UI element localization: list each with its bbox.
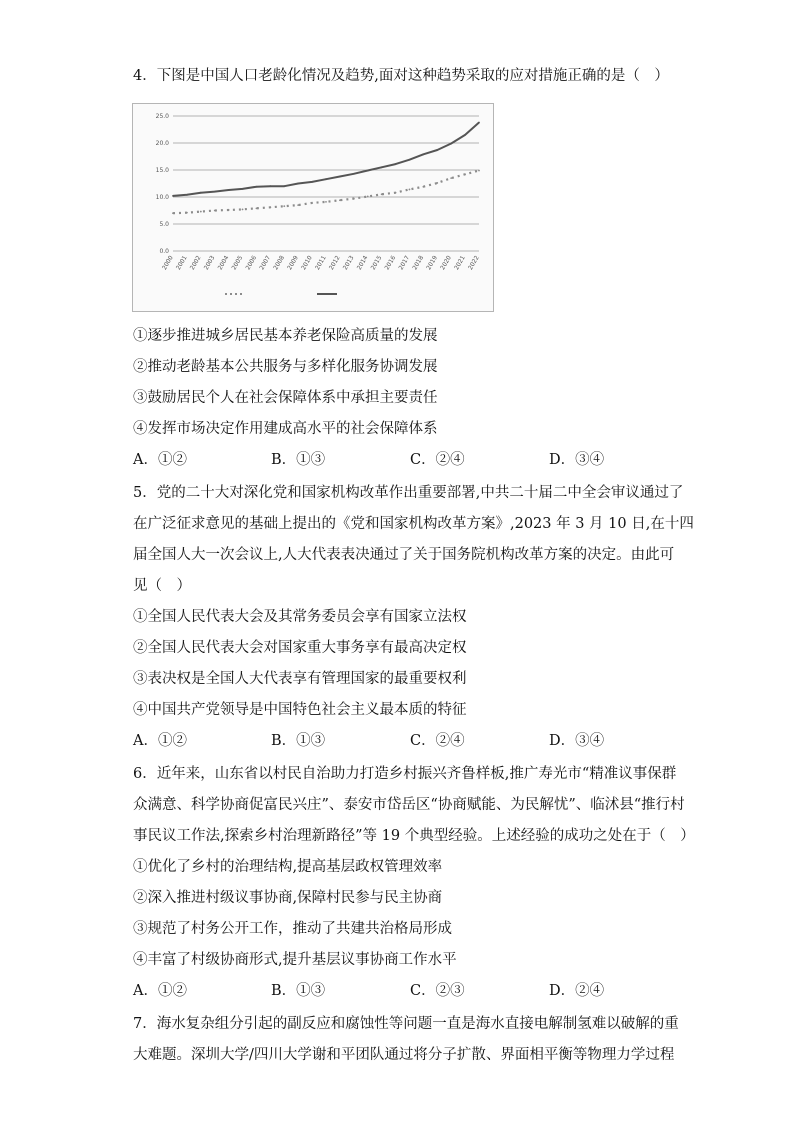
x-tick-label-2010: 2010 (300, 254, 314, 272)
series-1-point-2005 (242, 188, 244, 190)
x-tick-label-2001: 2001 (174, 254, 189, 272)
question-7-stem-line-1: 7．海水复杂组分引起的副反应和腐蚀性等问题一直是海水直接电解制氢难以破解的重 (133, 1016, 679, 1032)
series-1-point-2019 (436, 149, 438, 151)
question-6-item-1: ①优化了乡村的治理结构,提高基层政权管理效率 (133, 859, 443, 875)
series-0-point-2005 (242, 209, 244, 211)
series-1-point-2015 (381, 166, 383, 168)
series-line-1 (173, 123, 479, 196)
series-0-point-2000 (172, 212, 174, 214)
series-0-point-2011 (325, 201, 327, 203)
x-tick-label-2005: 2005 (230, 254, 245, 272)
question-4-item-4: ④发挥市场决定作用建成高水平的社会保障体系 (133, 421, 438, 437)
question-4-item-3: ③鼓励居民个人在社会保障体系中承担主要责任 (133, 390, 438, 406)
series-1-point-2006 (256, 186, 258, 188)
series-1-point-2022 (478, 122, 480, 124)
question-4-stem: 4．下图是中国人口老龄化情况及趋势,面对这种趋势采取的应对措施正确的是（ ） (133, 68, 669, 84)
series-0-point-2020 (450, 177, 452, 179)
question-5-stem-line-4: 见（ ） (133, 578, 191, 594)
aging-trend-chart (132, 103, 494, 312)
y-tick-label-3: 15.0 (155, 167, 169, 174)
question-6-option-b[interactable]: B．①③ (271, 983, 326, 999)
question-4-option-c[interactable]: C．②④ (410, 452, 465, 468)
series-0-point-2017 (409, 189, 411, 191)
series-1-point-2014 (367, 170, 369, 172)
series-0-point-2016 (395, 192, 397, 194)
x-tick-label-2002: 2002 (188, 254, 203, 272)
question-5-stem-line-3: 届全国人大一次会议上,人大代表表决通过了关于国务院机构改革方案的决定。由此可 (133, 547, 675, 563)
question-5-item-1: ①全国人民代表大会及其常务委员会享有国家立法权 (133, 609, 467, 625)
question-5-item-3: ③表决权是全国人大代表享有管理国家的最重要权利 (133, 671, 467, 687)
y-tick-label-2: 10.0 (155, 194, 169, 201)
series-0-point-2010 (311, 202, 313, 204)
question-5-item-4: ④中国共产党领导是中国特色社会主义最本质的特征 (133, 702, 467, 718)
question-6-item-4: ④丰富了村级协商形式,提升基层议事协商工作水平 (133, 952, 457, 968)
x-tick-label-2003: 2003 (202, 254, 217, 272)
series-1-point-2013 (353, 173, 355, 175)
x-tick-label-2015: 2015 (369, 254, 384, 272)
question-5-stem-line-2: 在广泛征求意见的基础上提出的《党和国家机构改革方案》,2023 年 3 月 10 日,在十四 (133, 516, 694, 532)
y-tick-label-5: 25.0 (155, 113, 169, 120)
series-0-point-2012 (339, 199, 341, 201)
question-4-options (133, 450, 693, 470)
question-5-option-b[interactable]: B．①③ (271, 733, 326, 749)
x-tick-label-2000: 2000 (161, 254, 175, 272)
series-1-point-2012 (339, 176, 341, 178)
x-tick-label-2011: 2011 (314, 254, 328, 272)
x-tick-label-2006: 2006 (244, 254, 259, 272)
series-0-point-2015 (381, 193, 383, 195)
series-1-point-2021 (464, 134, 466, 136)
question-6-stem-line-2: 众满意、科学协商促富民兴庄”、泰安市岱岳区“协商赋能、为民解忧”、临沭县“推行村 (133, 797, 685, 813)
series-0-point-2008 (283, 205, 285, 207)
series-1-point-2017 (409, 159, 411, 161)
question-4-option-a[interactable]: A．①② (133, 452, 187, 468)
series-1-point-2000 (172, 195, 174, 197)
question-5-option-a[interactable]: A．①② (133, 733, 187, 749)
series-1-point-2010 (311, 181, 313, 183)
chart-svg (133, 104, 493, 311)
series-0-point-2007 (269, 206, 271, 208)
series-1-point-2008 (283, 185, 285, 187)
question-4-item-1: ①逐步推进城乡居民基本养老保险高质量的发展 (133, 328, 438, 344)
x-tick-label-2009: 2009 (286, 254, 300, 272)
question-6-options (133, 981, 693, 1001)
series-1-point-2011 (325, 178, 327, 180)
x-tick-label-2022: 2022 (467, 254, 481, 272)
series-0-point-2003 (214, 210, 216, 212)
question-6-stem-line-3: 事民议工作法,探索乡村治理新路径”等 19 个典型经验。上述经验的成功之处在于（ ） (133, 828, 695, 844)
series-1-point-2016 (395, 163, 397, 165)
y-tick-label-0: 0.0 (159, 248, 169, 255)
x-tick-label-2007: 2007 (258, 254, 273, 272)
series-0-point-2013 (353, 198, 355, 200)
x-tick-label-2013: 2013 (341, 254, 356, 272)
series-1-point-2002 (200, 192, 202, 194)
series-1-point-2003 (214, 191, 216, 193)
series-1-point-2007 (269, 185, 271, 187)
x-tick-label-2021: 2021 (453, 254, 467, 272)
question-5-item-2: ②全国人民代表大会对国家重大事务享有最高决定权 (133, 640, 467, 656)
question-5-option-c[interactable]: C．②④ (410, 733, 465, 749)
series-0-point-2009 (297, 204, 299, 206)
x-tick-label-2017: 2017 (397, 254, 412, 272)
question-5-options (133, 731, 693, 751)
series-0-point-2006 (256, 207, 258, 209)
question-5-option-d[interactable]: D．③④ (549, 733, 605, 749)
x-tick-label-2012: 2012 (327, 254, 342, 272)
series-0-point-2001 (186, 212, 188, 214)
question-7-stem-line-2: 大难题。深圳大学/四川大学谢和平团队通过将分子扩散、界面相平衡等物理力学过程 (133, 1047, 675, 1063)
series-1-point-2018 (422, 153, 424, 155)
series-0-point-2018 (422, 186, 424, 188)
series-0-point-2014 (367, 196, 369, 198)
x-tick-label-2018: 2018 (411, 254, 426, 272)
question-5-stem-line-1: 5．党的二十大对深化党和国家机构改革作出重要部署,中共二十届二中全会审议通过了 (133, 485, 684, 501)
question-4-option-b[interactable]: B．①③ (271, 452, 326, 468)
series-0-point-2019 (436, 182, 438, 184)
x-tick-label-2016: 2016 (383, 254, 398, 272)
question-6-item-2: ②深入推进村级议事协商,保障村民参与民主协商 (133, 890, 443, 906)
question-6-option-a[interactable]: A．①② (133, 983, 187, 999)
x-tick-label-2014: 2014 (355, 254, 370, 272)
series-1-point-2020 (450, 143, 452, 145)
x-tick-label-2004: 2004 (216, 254, 231, 272)
series-1-point-2001 (186, 194, 188, 196)
question-6-option-c[interactable]: C．②③ (410, 983, 465, 999)
series-0-point-2002 (200, 211, 202, 213)
series-0-point-2022 (478, 170, 480, 172)
question-6-option-d[interactable]: D．②④ (549, 983, 605, 999)
series-1-point-2009 (297, 183, 299, 185)
y-tick-label-1: 5.0 (159, 221, 169, 228)
question-4-item-2: ②推动老龄基本公共服务与多样化服务协调发展 (133, 359, 438, 375)
y-tick-label-4: 20.0 (155, 140, 169, 147)
series-0-point-2021 (464, 173, 466, 175)
x-tick-label-2019: 2019 (425, 254, 440, 272)
series-0-point-2004 (228, 209, 230, 211)
question-6-stem-line-1: 6．近年来，山东省以村民自治助力打造乡村振兴齐鲁样板,推广寿光市“精准议事保群 (133, 766, 677, 782)
x-tick-label-2020: 2020 (439, 254, 453, 272)
x-tick-label-2008: 2008 (272, 254, 287, 272)
question-6-item-3: ③规范了村务公开工作，推动了共建共治格局形成 (133, 921, 452, 937)
series-1-point-2004 (228, 189, 230, 191)
question-4-option-d[interactable]: D．③④ (549, 452, 605, 468)
